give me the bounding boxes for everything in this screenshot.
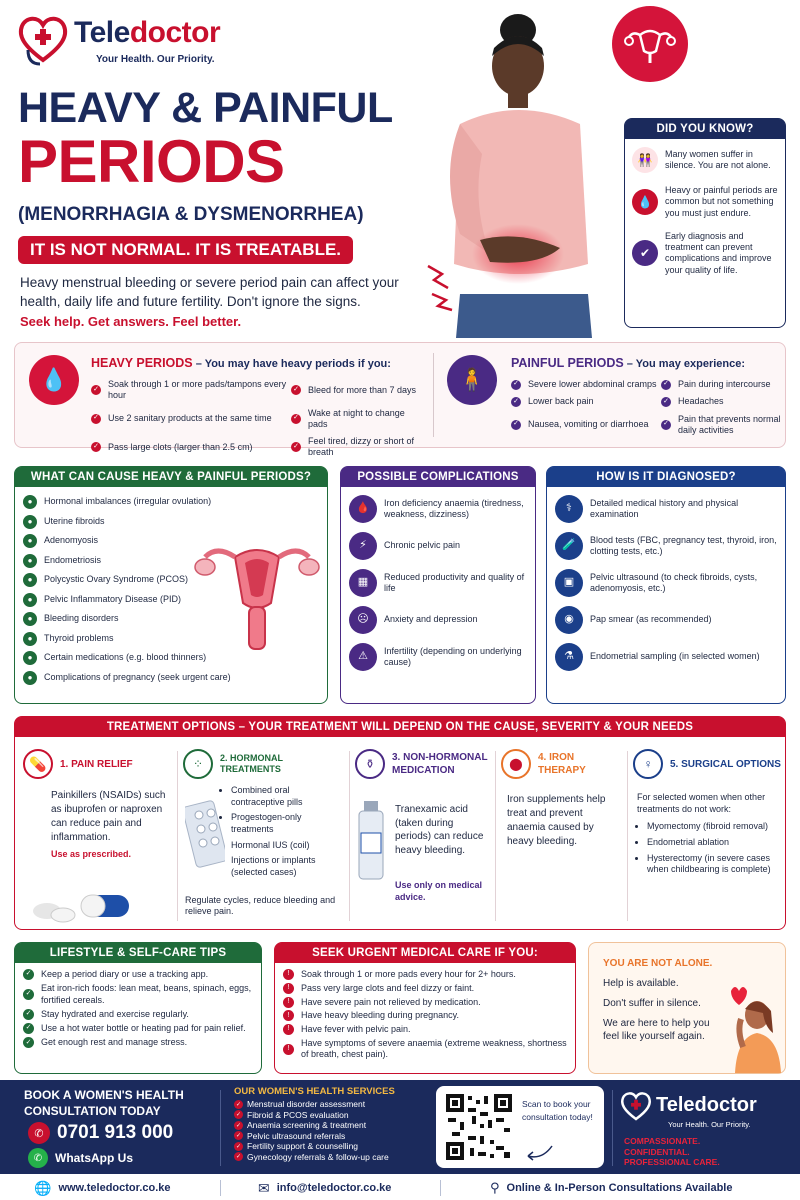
hormonal-item: • Progestogen-only treatments: [231, 812, 345, 835]
footer-brand-part2: doctor: [694, 1094, 757, 1116]
pill-blister-illustration: [185, 799, 225, 869]
pill-icon: 💊: [23, 749, 53, 779]
services-title: OUR WOMEN'S HEALTH SERVICES: [234, 1086, 395, 1097]
heavy-periods-title: HEAVY PERIODS: [91, 356, 193, 370]
cause-item: ● Uterine fibroids: [23, 515, 319, 529]
uterus-illustration: [191, 523, 323, 653]
complication-item: ▦ Reduced productivity and quality of life: [349, 569, 527, 597]
ultrasound-icon: ▣: [555, 569, 583, 597]
cause-item: ● Complications of pregnancy (seek urgent care): [23, 671, 319, 685]
urgent-title: SEEK URGENT MEDICAL CARE IF YOU:: [275, 943, 575, 963]
service-item: ✓ Menstrual disorder assessment: [235, 1099, 366, 1109]
heavy-symptom: ✓ Use 2 sanitary products at the same time: [91, 408, 291, 431]
cause-item: ● Certain medications (e.g. blood thinners): [23, 651, 319, 665]
urgent-card: [274, 942, 576, 1074]
warning-icon: !: [283, 1010, 294, 1021]
lifestyle-item: ✓ Stay hydrated and exercise regularly.: [23, 1009, 253, 1020]
did-you-know-item: 👭 Many women suffer in silence. You are not alone.: [632, 147, 778, 173]
treatment-title: TREATMENT OPTIONS – YOUR TREATMENT WILL DEPEND ON THE CAUSE, SEVERITY & YOUR NEEDS: [15, 717, 785, 737]
scan-text: Scan to book your consultation today!: [522, 1099, 593, 1122]
stethoscope-icon: ⚕: [555, 495, 583, 523]
uterus-badge: [612, 6, 688, 82]
productivity-icon: ▦: [349, 569, 377, 597]
anxiety-icon: ☹: [349, 606, 377, 634]
cause-item: ● Polycystic Ovary Syndrome (PCOS): [23, 573, 319, 587]
uterus-icon: [623, 21, 677, 67]
heart-stethoscope-icon: [618, 1088, 654, 1124]
diagnosis-item: 🧪 Blood tests (FBC, pregnancy test, thyroid, iron, clotting tests, etc.): [555, 532, 777, 560]
blood-test-icon: 🧪: [555, 532, 583, 560]
globe-icon: 🌐: [34, 1179, 52, 1196]
brand-tagline: Your Health. Our Priority.: [96, 54, 215, 65]
painful-symptom: ✓ Headaches: [661, 396, 781, 407]
cause-item: ● Thyroid problems: [23, 632, 319, 646]
cause-item: ● Pelvic Inflammatory Disease (PID): [23, 593, 319, 607]
urgent-item: ! Have fever with pelvic pain.: [283, 1024, 567, 1035]
complication-item: 🩸 Iron deficiency anaemia (tiredness, weakness, dizziness): [349, 495, 527, 523]
service-item: ✓ Fertility support & counselling: [235, 1141, 359, 1151]
email-link[interactable]: ✉ info@teledoctor.co.ke: [258, 1179, 392, 1196]
lifestyle-title: LIFESTYLE & SELF-CARE TIPS: [15, 943, 261, 963]
hero-title-line2: PERIODS: [18, 128, 285, 195]
service-item: ✓ Anaemia screening & treatment: [235, 1120, 367, 1130]
did-you-know-item: 💧 Heavy or painful periods are common but not something you must just endure.: [632, 185, 778, 219]
nonhormonal-col: ⚱ 3. NON-HORMONAL MEDICATION Tranexamic acid (taken during periods) can reduce heavy bleeding. Use only on medical advice.: [355, 749, 491, 925]
surgical-item: • Hysterectomy (in severe cases when childbearing is complete): [647, 853, 783, 876]
service-item: ✓ Pelvic ultrasound referrals: [235, 1130, 346, 1141]
painful-periods-title: PAINFUL PERIODS: [511, 356, 624, 370]
lifestyle-item: ✓ Get enough rest and manage stress.: [23, 1037, 253, 1048]
heavy-symptom: ✓ Pass large clots (larger than 2.5 cm): [91, 436, 291, 459]
treatment-card: [14, 716, 786, 930]
anaemia-icon: 🩸: [349, 495, 377, 523]
consultation-info: ⚲ Online & In-Person Consultations Available: [490, 1180, 733, 1195]
qr-block: [436, 1086, 604, 1168]
women-icon: 👭: [632, 147, 658, 173]
website-link[interactable]: 🌐 www.teledoctor.co.ke: [34, 1179, 171, 1196]
sample-tube-icon: ⚗: [555, 643, 583, 671]
painful-symptom: ✓ Nausea, vomiting or diarrhoea: [511, 414, 661, 437]
painful-periods-lead: – You may experience:: [623, 358, 746, 370]
causes-title: WHAT CAN CAUSE HEAVY & PAINFUL PERIODS?: [15, 467, 327, 487]
cause-item: ● Bleeding disorders: [23, 612, 319, 626]
diagnosis-card: [546, 466, 786, 704]
complications-title: POSSIBLE COMPLICATIONS: [341, 467, 535, 487]
warning-icon: !: [283, 1044, 294, 1055]
lifestyle-item: ✓ Use a hot water bottle or heating pad for pain relief.: [23, 1023, 253, 1034]
envelope-icon: ✉: [258, 1179, 270, 1196]
heavy-symptom: ✓ Wake at night to change pads: [291, 408, 421, 431]
whatsapp-icon: ✆: [28, 1148, 48, 1168]
brand-name-part1: Tele: [74, 16, 130, 49]
painful-symptom: ✓ Pain that prevents normal daily activities: [661, 414, 781, 437]
iron-therapy-col: ⬤ 4. IRON THERAPY Iron supplements help treat and prevent anaemia caused by heavy bleeding.: [501, 749, 621, 925]
painful-symptom: ✓ Pain during intercourse: [661, 379, 781, 390]
diagnosis-item: ◉ Pap smear (as recommended): [555, 606, 777, 634]
brand-name-part2: doctor: [129, 16, 221, 49]
footer-book-heading: BOOK A WOMEN'S HEALTH CONSULTATION TODAY: [24, 1088, 184, 1118]
vial-illustration: [355, 799, 387, 883]
footer-brand-part1: Tele: [656, 1094, 695, 1116]
blood-drop-icon: 💧: [29, 355, 79, 405]
warning-icon: !: [283, 1024, 294, 1035]
did-you-know-title: DID YOU KNOW?: [625, 119, 785, 139]
urgent-item: ! Have heavy bleeding during pregnancy.: [283, 1010, 567, 1021]
cramp-pain-icon: 🧍: [447, 355, 497, 405]
surgical-item: • Endometrial ablation: [647, 837, 783, 849]
footer-tagline: Your Health. Our Priority.: [668, 1120, 751, 1129]
contact-bar: [0, 1176, 800, 1200]
heavy-symptom: ✓ Bleed for more than 7 days: [291, 379, 421, 402]
hero-banner: IT IS NOT NORMAL. IT IS TREATABLE.: [18, 236, 353, 264]
warning-icon: !: [283, 969, 294, 980]
diagnosis-title: HOW IS IT DIAGNOSED?: [547, 467, 785, 487]
did-you-know-card: [624, 118, 786, 328]
woman-heart-illustration: [717, 973, 783, 1073]
lifestyle-item: ✓ Keep a period diary or use a tracking app.: [23, 969, 253, 980]
hormonal-item: • Combined oral contraceptive pills: [231, 785, 345, 808]
diagnosis-item: ▣ Pelvic ultrasound (to check fibroids, cysts, adenomyosis, etc.): [555, 569, 777, 597]
diagnosis-item: ⚕ Detailed medical history and physical examination: [555, 495, 777, 523]
surgical-col: ♀ 5. SURGICAL OPTIONS For selected women when other treatments do not work: • Myomectomy (fibroid removal) • Endometrial ablation • Hysterectomy (in severe cases when childbearing is complete): [633, 749, 783, 925]
shield-check-icon: ✔: [632, 240, 658, 266]
infertility-icon: ⚠: [349, 643, 377, 671]
hero-title-line1: HEAVY & PAINFUL: [18, 84, 393, 132]
hormonal-item: • Injections or implants (selected cases): [231, 855, 345, 878]
medicine-bottle-icon: ⚱: [355, 749, 385, 779]
hero-subtitle: (MENORRHAGIA & DYSMENORRHEA): [18, 204, 364, 225]
hormonal-item: • Hormonal IUS (coil): [231, 840, 345, 852]
lifestyle-card: [14, 942, 262, 1074]
lifestyle-item: ✓ Eat iron-rich foods: lean meat, beans, spinach, eggs, fortified cereals.: [23, 983, 253, 1006]
urgent-item: ! Have symptoms of severe anaemia (extreme weakness, shortness of breath, chest pain).: [283, 1038, 567, 1061]
heavy-symptom: ✓ Soak through 1 or more pads/tampons every hour: [91, 379, 291, 402]
service-item: ✓ Fibroid & PCOS evaluation: [235, 1109, 349, 1120]
qr-code-icon[interactable]: [444, 1092, 514, 1162]
urgent-item: ! Have severe pain not relieved by medication.: [283, 997, 567, 1008]
complication-item: ⚠ Infertility (depending on underlying cause): [349, 643, 527, 671]
diagnosis-item: ⚗ Endometrial sampling (in selected women): [555, 643, 777, 671]
warning-icon: !: [283, 997, 294, 1008]
motto-line: CONFIDENTIAL.: [624, 1146, 690, 1157]
complication-item: ☹ Anxiety and depression: [349, 606, 527, 634]
phone-link[interactable]: ✆ 0701 913 000: [28, 1122, 173, 1144]
hormonal-col: ⁘ 2. HORMONAL TREATMENTS • Combined oral contraceptive pills • Progestogen-only treatments • Hormonal IUS (coil) • Injections or implants (selected cases) Regulate cycles, reduce bleeding and relieve pain.: [183, 749, 345, 925]
blood-drop-icon: 💧: [632, 189, 658, 215]
hero-cta: Seek help. Get answers. Feel better.: [20, 314, 242, 329]
capsule-pills-illustration: [29, 885, 133, 923]
whatsapp-link[interactable]: ✆ WhatsApp Us: [28, 1148, 133, 1168]
phone-icon: ✆: [28, 1122, 50, 1144]
urgent-item: ! Soak through 1 or more pads every hour for 2+ hours.: [283, 969, 567, 980]
symptoms-card: [14, 342, 786, 458]
heavy-symptom: ✓ Feel tired, dizzy or short of breath: [291, 436, 421, 459]
painful-symptom: ✓ Lower back pain: [511, 396, 661, 407]
warning-icon: !: [283, 983, 294, 994]
heavy-periods-lead: – You may have heavy periods if you:: [192, 358, 391, 370]
heart-stethoscope-icon: [14, 10, 72, 68]
surgical-item: • Myomectomy (fibroid removal): [647, 821, 783, 833]
complication-item: ⚡ Chronic pelvic pain: [349, 532, 527, 560]
pills-icon: ⁘: [183, 749, 213, 779]
footer: [0, 1080, 800, 1174]
location-pin-icon: ⚲: [490, 1180, 500, 1195]
uterus-icon: ♀: [633, 749, 663, 779]
complications-card: [340, 466, 536, 704]
motto-line: COMPASSIONATE.: [624, 1136, 701, 1146]
not-alone-card: YOU ARE NOT ALONE. Help is available. Don't suffer in silence. We are here to help you feel like yourself again.: [588, 942, 786, 1074]
red-blood-cells-icon: ⬤: [501, 749, 531, 779]
cause-item: ● Hormonal imbalances (irregular ovulation): [23, 495, 319, 509]
urgent-item: ! Pass very large clots and feel dizzy or faint.: [283, 983, 567, 994]
woman-illustration: [420, 4, 620, 338]
motto-line: PROFESSIONAL CARE.: [624, 1157, 720, 1168]
service-item: ✓ Gynecology referrals & follow-up care: [235, 1151, 389, 1162]
did-you-know-item: ✔ Early diagnosis and treatment can prevent complications and improve your quality of life.: [632, 231, 778, 276]
pap-smear-icon: ◉: [555, 606, 583, 634]
arrow-icon: [524, 1142, 554, 1162]
pelvic-pain-icon: ⚡: [349, 532, 377, 560]
hero-intro: Heavy menstrual bleeding or severe period pain can affect your health, daily life and future fertility. Don't ignore the signs.: [20, 275, 399, 309]
causes-card: [14, 466, 328, 704]
pain-relief-col: 💊 1. PAIN RELIEF Painkillers (NSAIDs) such as ibuprofen or naproxen can reduce pain and inflammation. Use as prescribed.: [23, 749, 171, 925]
brand-logo: [14, 10, 254, 70]
painful-symptom: ✓ Severe lower abdominal cramps: [511, 379, 661, 390]
cause-item: ● Adenomyosis: [23, 534, 319, 548]
cause-item: ● Endometriosis: [23, 554, 319, 568]
